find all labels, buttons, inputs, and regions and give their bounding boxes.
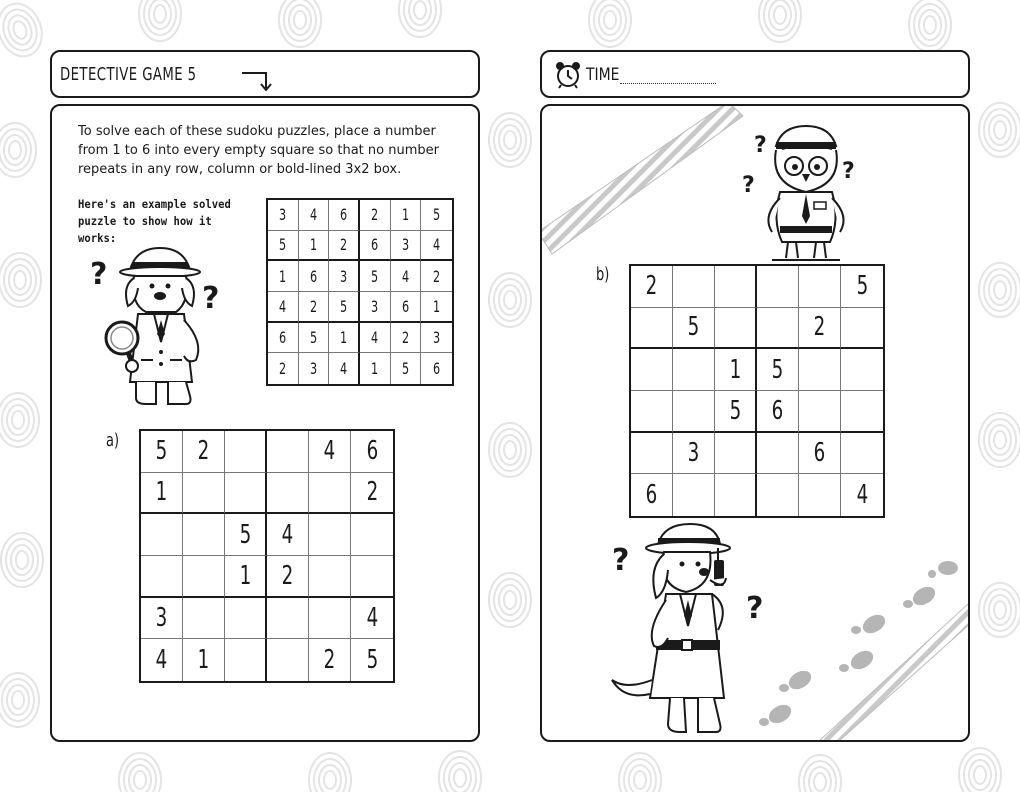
svg-text:?: ? <box>842 159 855 184</box>
cell-digit: 4 <box>281 519 294 550</box>
cell-digit: 4 <box>401 266 410 286</box>
striped-tape-decoration <box>540 104 748 262</box>
sudoku-cell[interactable] <box>309 598 351 640</box>
svg-text:?: ? <box>742 173 755 198</box>
sudoku-cell[interactable] <box>631 308 673 350</box>
cell-digit: 1 <box>729 354 741 385</box>
cell-digit: 1 <box>401 205 410 225</box>
sudoku-grid-a <box>139 429 395 683</box>
sudoku-cell <box>799 433 841 475</box>
cell-digit: 1 <box>155 477 168 508</box>
cell-digit: 6 <box>371 235 379 255</box>
sudoku-cell <box>329 261 360 292</box>
cell-digit: 5 <box>279 235 287 255</box>
sudoku-cell[interactable] <box>799 474 841 516</box>
sudoku-cell <box>141 431 183 473</box>
sudoku-cell[interactable] <box>799 391 841 433</box>
time-entry-line[interactable] <box>620 83 716 84</box>
sudoku-cell[interactable] <box>141 514 183 556</box>
cell-digit: 6 <box>771 395 784 426</box>
sudoku-cell <box>351 473 393 515</box>
sudoku-cell <box>360 292 391 323</box>
svg-text:?: ? <box>90 257 108 292</box>
sudoku-cell <box>268 292 299 323</box>
example-label: Here's an example solved puzzle to show how it works: <box>78 197 231 245</box>
sudoku-cell <box>183 431 225 473</box>
cell-digit: 4 <box>309 205 318 225</box>
cell-digit: 5 <box>366 645 378 676</box>
sudoku-cell[interactable] <box>841 391 883 433</box>
cell-digit: 6 <box>401 296 410 316</box>
time-bar <box>540 50 970 98</box>
example-sudoku-grid <box>266 198 454 386</box>
sudoku-cell[interactable] <box>267 598 309 640</box>
cell-digit: 3 <box>340 266 348 286</box>
arrow-down-right-icon <box>240 70 276 92</box>
sudoku-cell <box>391 200 422 231</box>
sudoku-cell <box>631 266 673 308</box>
cell-digit: 2 <box>281 560 294 591</box>
cell-digit: 4 <box>155 645 168 676</box>
cell-digit: 4 <box>340 359 348 379</box>
cell-digit: 2 <box>323 645 336 676</box>
cell-digit: 1 <box>371 359 379 379</box>
sudoku-cell[interactable] <box>715 474 757 516</box>
cell-digit: 1 <box>340 327 348 347</box>
sudoku-cell <box>360 261 391 292</box>
sudoku-cell[interactable] <box>225 598 267 640</box>
footprints-and-tape-decoration <box>748 546 970 742</box>
cell-digit: 1 <box>279 266 287 286</box>
sudoku-cell <box>299 261 330 292</box>
cell-digit: 5 <box>309 327 318 347</box>
instructions-text: To solve each of these sudoku puzzles, place a number from 1 to 6 into every empty square so that no number repeats in any row, column or bold-lined 3x2 box. <box>78 124 439 177</box>
dog-detective-magnifier-illustration <box>86 242 236 408</box>
cell-digit: 2 <box>366 477 378 508</box>
sudoku-cell[interactable] <box>267 473 309 515</box>
sudoku-cell <box>299 231 330 262</box>
cell-digit: 6 <box>309 266 318 286</box>
sudoku-cell[interactable] <box>715 266 757 308</box>
sudoku-cell <box>225 556 267 598</box>
sudoku-cell <box>421 261 452 292</box>
time-label: TIME <box>586 65 620 85</box>
cell-digit: 4 <box>279 296 287 316</box>
sudoku-cell <box>757 391 799 433</box>
sudoku-cell <box>299 200 330 231</box>
cell-digit: 2 <box>813 312 826 343</box>
sudoku-cell <box>141 473 183 515</box>
sudoku-cell[interactable] <box>183 514 225 556</box>
sudoku-cell[interactable] <box>757 474 799 516</box>
cell-digit: 4 <box>371 327 379 347</box>
cell-digit: 5 <box>771 354 784 385</box>
sudoku-cell <box>268 353 299 384</box>
sudoku-cell[interactable] <box>673 474 715 516</box>
sudoku-cell[interactable] <box>183 473 225 515</box>
cell-digit: 1 <box>197 645 210 676</box>
sudoku-cell[interactable] <box>631 391 673 433</box>
sudoku-cell[interactable] <box>309 556 351 598</box>
cell-digit: 6 <box>340 205 348 225</box>
sudoku-cell[interactable] <box>799 266 841 308</box>
sudoku-cell[interactable] <box>757 266 799 308</box>
sudoku-cell[interactable] <box>673 349 715 391</box>
cell-digit: 4 <box>366 602 378 633</box>
cell-digit: 6 <box>366 436 378 467</box>
cell-digit: 1 <box>309 235 318 255</box>
cell-digit: 2 <box>401 327 410 347</box>
sudoku-cell <box>421 323 452 354</box>
sudoku-cell[interactable] <box>309 473 351 515</box>
cell-digit: 4 <box>856 480 868 511</box>
cell-digit: 3 <box>433 327 441 347</box>
svg-text:?: ? <box>746 591 764 626</box>
sudoku-cell <box>351 431 393 473</box>
sudoku-cell <box>360 353 391 384</box>
sudoku-cell <box>141 598 183 640</box>
sudoku-cell[interactable] <box>757 433 799 475</box>
sudoku-cell <box>309 639 351 681</box>
sudoku-cell <box>799 308 841 350</box>
cell-digit: 6 <box>645 480 658 511</box>
sudoku-cell[interactable] <box>225 431 267 473</box>
sudoku-cell[interactable] <box>799 349 841 391</box>
sudoku-cell[interactable] <box>841 349 883 391</box>
sudoku-cell[interactable] <box>225 639 267 681</box>
svg-text:?: ? <box>202 281 220 316</box>
cell-digit: 5 <box>687 312 700 343</box>
cell-digit: 3 <box>687 437 700 468</box>
page-title: DETECTIVE GAME 5 <box>60 64 197 85</box>
cell-digit: 6 <box>279 327 287 347</box>
cell-digit: 2 <box>645 271 658 302</box>
sudoku-cell[interactable] <box>715 433 757 475</box>
svg-text:?: ? <box>754 133 767 158</box>
cell-digit: 2 <box>197 436 210 467</box>
sudoku-cell[interactable] <box>267 431 309 473</box>
sudoku-cell <box>360 231 391 262</box>
sudoku-cell <box>841 474 883 516</box>
cell-digit: 1 <box>433 296 441 316</box>
sudoku-cell <box>329 200 360 231</box>
puzzle-b-label: b) <box>596 264 610 285</box>
sudoku-cell <box>360 200 391 231</box>
sudoku-cell <box>299 323 330 354</box>
cell-digit: 5 <box>433 205 441 225</box>
sudoku-cell[interactable] <box>225 473 267 515</box>
sudoku-cell <box>715 391 757 433</box>
sudoku-cell <box>351 639 393 681</box>
cell-digit: 5 <box>729 395 741 426</box>
sudoku-grid-b <box>629 264 885 518</box>
sudoku-cell <box>421 200 452 231</box>
sudoku-cell <box>757 349 799 391</box>
cell-digit: 3 <box>155 602 168 633</box>
sudoku-cell[interactable] <box>267 639 309 681</box>
sudoku-cell <box>673 308 715 350</box>
sudoku-cell <box>225 514 267 556</box>
cell-digit: 5 <box>340 296 348 316</box>
cell-digit: 2 <box>340 235 348 255</box>
sudoku-cell[interactable] <box>631 433 673 475</box>
cell-digit: 5 <box>856 271 868 302</box>
sudoku-cell <box>841 266 883 308</box>
sudoku-cell <box>309 431 351 473</box>
owl-police-officer-illustration <box>742 120 872 270</box>
sudoku-cell <box>268 323 299 354</box>
sudoku-cell[interactable] <box>841 433 883 475</box>
sudoku-cell <box>299 292 330 323</box>
sudoku-cell[interactable] <box>309 514 351 556</box>
sudoku-cell <box>268 261 299 292</box>
sudoku-cell[interactable] <box>351 514 393 556</box>
sudoku-cell <box>329 231 360 262</box>
sudoku-cell[interactable] <box>673 266 715 308</box>
sudoku-cell <box>391 292 422 323</box>
sudoku-cell <box>421 292 452 323</box>
cell-digit: 5 <box>371 266 379 286</box>
cell-digit: 1 <box>239 560 251 591</box>
cell-digit: 5 <box>155 436 168 467</box>
cell-digit: 2 <box>433 266 441 286</box>
cell-digit: 4 <box>323 436 336 467</box>
game-title-bar <box>50 50 480 98</box>
cell-digit: 4 <box>433 235 441 255</box>
alarm-clock-icon <box>554 60 582 90</box>
sudoku-cell[interactable] <box>183 556 225 598</box>
sudoku-cell[interactable] <box>351 556 393 598</box>
sudoku-cell <box>329 323 360 354</box>
sudoku-cell <box>391 261 422 292</box>
sudoku-cell <box>267 514 309 556</box>
sudoku-cell <box>267 556 309 598</box>
cell-digit: 2 <box>371 205 379 225</box>
puzzle-a-label: a) <box>106 430 119 451</box>
svg-text:?: ? <box>612 543 630 578</box>
right-page <box>540 104 970 742</box>
cell-digit: 3 <box>371 296 379 316</box>
sudoku-cell <box>351 598 393 640</box>
sudoku-cell[interactable] <box>757 308 799 350</box>
sudoku-cell[interactable] <box>715 308 757 350</box>
sudoku-cell <box>421 353 452 384</box>
cell-digit: 6 <box>813 437 826 468</box>
sudoku-cell[interactable] <box>673 391 715 433</box>
sudoku-cell <box>673 433 715 475</box>
sudoku-cell <box>268 231 299 262</box>
sudoku-cell <box>299 353 330 384</box>
left-page <box>50 104 480 742</box>
sudoku-cell <box>268 200 299 231</box>
sudoku-cell <box>421 231 452 262</box>
sudoku-cell <box>329 292 360 323</box>
sudoku-cell <box>391 323 422 354</box>
sudoku-cell[interactable] <box>841 308 883 350</box>
sudoku-cell <box>391 231 422 262</box>
cell-digit: 3 <box>309 359 318 379</box>
cell-digit: 2 <box>279 359 287 379</box>
cell-digit: 5 <box>401 359 410 379</box>
sudoku-cell <box>141 639 183 681</box>
sudoku-cell[interactable] <box>183 598 225 640</box>
cell-digit: 2 <box>309 296 318 316</box>
sudoku-cell <box>391 353 422 384</box>
sudoku-cell <box>631 474 673 516</box>
sudoku-cell <box>715 349 757 391</box>
sudoku-cell <box>329 353 360 384</box>
sudoku-cell <box>360 323 391 354</box>
cell-digit: 5 <box>239 519 251 550</box>
cell-digit: 3 <box>401 235 410 255</box>
cell-digit: 3 <box>279 205 287 225</box>
sudoku-cell[interactable] <box>141 556 183 598</box>
sudoku-cell <box>183 639 225 681</box>
cell-digit: 6 <box>433 359 441 379</box>
sudoku-cell[interactable] <box>631 349 673 391</box>
